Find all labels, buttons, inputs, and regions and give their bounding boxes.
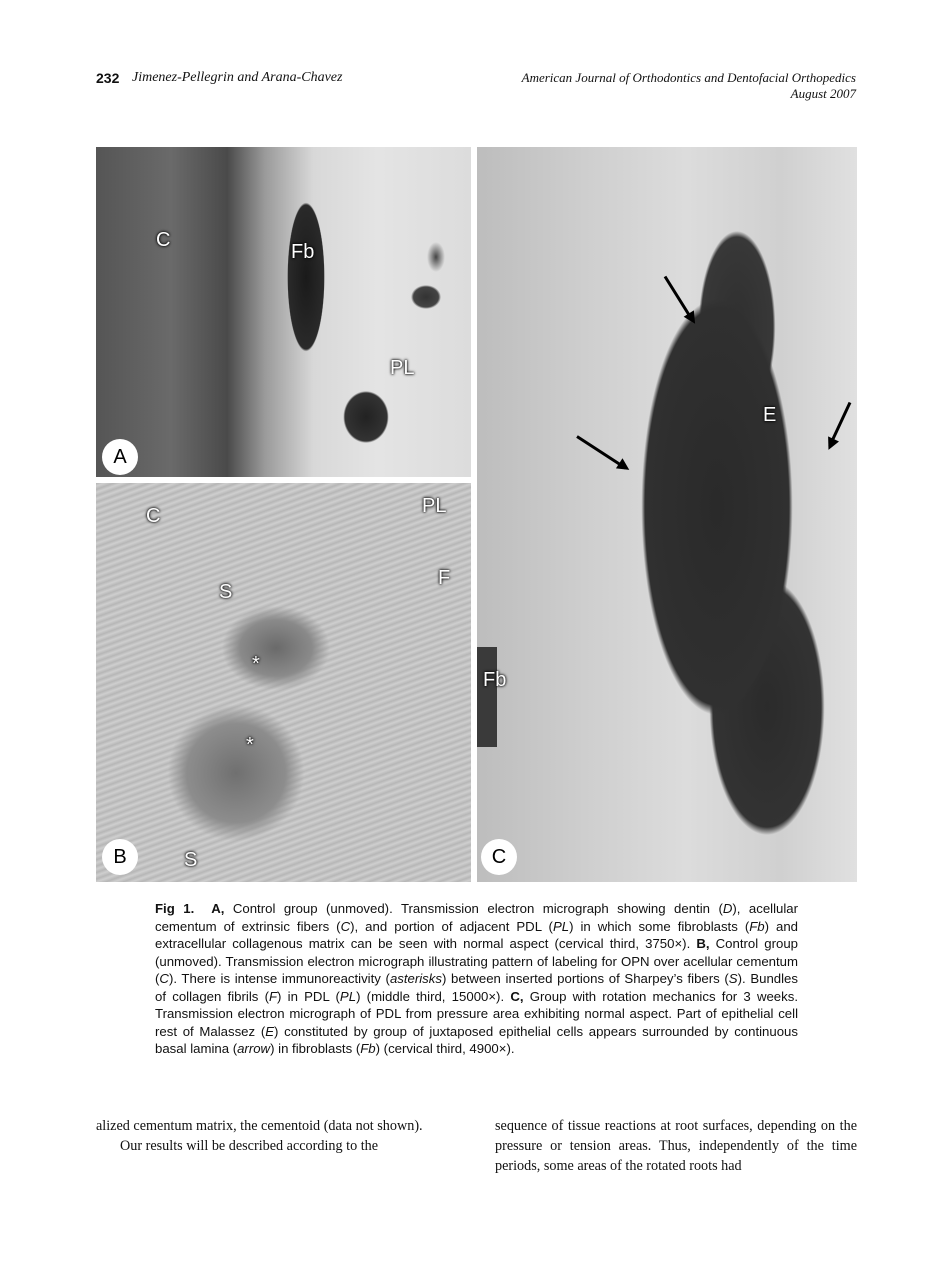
caption-abbrev: arrow	[237, 1041, 271, 1056]
asterisk: *	[246, 734, 254, 756]
caption-abbrev: C	[340, 918, 351, 934]
body-column-left	[96, 1116, 458, 1156]
fibroblast-region	[477, 647, 497, 747]
journal-title: American Journal of Orthodontics and Dentofacial Orthopedics	[521, 70, 856, 85]
caption-text: ) and extracellular collagenous matrix can be seen with normal aspect (cervical third, 3750×).	[155, 918, 799, 951]
caption-fig-label: Fig 1.	[155, 901, 195, 916]
caption-abbrev: C	[159, 971, 169, 986]
caption-abbrev: Fb	[749, 918, 765, 934]
caption-text: ) between inserted portions of Sharpey’s fibers (	[441, 971, 729, 986]
caption-abbrev: PL	[339, 988, 357, 1004]
caption-text: ) constituted by group of juxtaposed epithelial cells appears surrounded by continuous basal lamina (	[155, 1023, 798, 1056]
caption-abbrev: Fb	[360, 1041, 376, 1056]
label-fb: Fb	[483, 669, 507, 691]
caption-text: ), and portion of adjacent PDL (	[350, 918, 553, 934]
caption-abbrev: S	[728, 971, 738, 986]
caption-b-label: B,	[696, 936, 710, 951]
label-e: E	[763, 404, 777, 426]
page-header	[96, 70, 856, 110]
caption-abbrev: F	[268, 988, 278, 1004]
caption-abbrev: D	[722, 901, 733, 916]
label-c: C	[156, 229, 171, 251]
journal-info	[522, 70, 856, 102]
panel-badge-b: B	[102, 839, 138, 875]
caption-text: ) in PDL (	[277, 988, 340, 1004]
body-paragraph: alized cementum matrix, the cementoid (data not shown).	[96, 1118, 423, 1134]
caption-text: ), acellular cementum of extrinsic fibers (	[155, 901, 799, 934]
panel-badge-c: C	[481, 839, 517, 875]
panel-b-micrograph	[96, 483, 471, 882]
caption-text: ) (cervical third, 4900×).	[375, 1041, 515, 1056]
body-column-right	[495, 1116, 857, 1176]
arrow-icon	[576, 435, 626, 469]
caption-text: Control group (unmoved). Transmission electron micrograph illustrating pattern of labeling for OPN over acellular cementum (	[155, 936, 798, 986]
body-paragraph: Our results will be described according to the	[120, 1138, 379, 1154]
arrow-icon	[828, 402, 851, 447]
label-s: S	[184, 849, 198, 871]
caption-text: ). Bundles of collagen fibrils (	[155, 971, 798, 1004]
caption-text: ). There is intense immunoreactivity (	[168, 971, 390, 986]
panel-c-micrograph	[477, 147, 857, 882]
caption-abbrev: asterisks	[389, 971, 442, 986]
panel-a-micrograph	[96, 147, 471, 477]
label-pl: PL	[422, 495, 447, 517]
arrow-icon	[664, 276, 694, 322]
page-number: 232	[96, 70, 120, 86]
caption-text: Control group (unmoved). Transmission electron micrograph showing dentin (	[224, 901, 723, 916]
asterisk: *	[252, 653, 260, 675]
label-fb: Fb	[291, 241, 315, 263]
caption-text: Group with rotation mechanics for 3 weeks. Transmission electron micrograph of PDL from pressure area exhibiting normal aspect. Part of epithelial cell rest of Malassez (	[155, 988, 798, 1039]
caption-text: ) (middle third, 15000×).	[356, 988, 511, 1004]
panel-badge-a: A	[102, 439, 138, 475]
label-s: S	[219, 581, 233, 603]
label-pl: PL	[390, 357, 415, 379]
caption-text: ) in which some fibroblasts (	[569, 918, 750, 934]
label-c: C	[146, 505, 161, 527]
caption-abbrev: PL	[552, 918, 570, 934]
figure-1	[96, 147, 857, 882]
caption-a-label: A,	[211, 901, 225, 916]
running-authors: Jimenez-Pellegrin and Arana-Chavez	[132, 70, 343, 85]
label-f: F	[438, 567, 451, 589]
journal-date: August 2007	[790, 86, 856, 101]
caption-abbrev: E	[265, 1023, 275, 1039]
caption-c-label: C,	[510, 988, 524, 1004]
figure-caption	[155, 900, 798, 1058]
caption-text: ) in fibroblasts (	[270, 1041, 361, 1056]
body-paragraph: sequence of tissue reactions at root surfaces, depending on the pressure or tension areas. Thus, independently of the time periods, some areas of the rotated roots had	[495, 1118, 857, 1174]
